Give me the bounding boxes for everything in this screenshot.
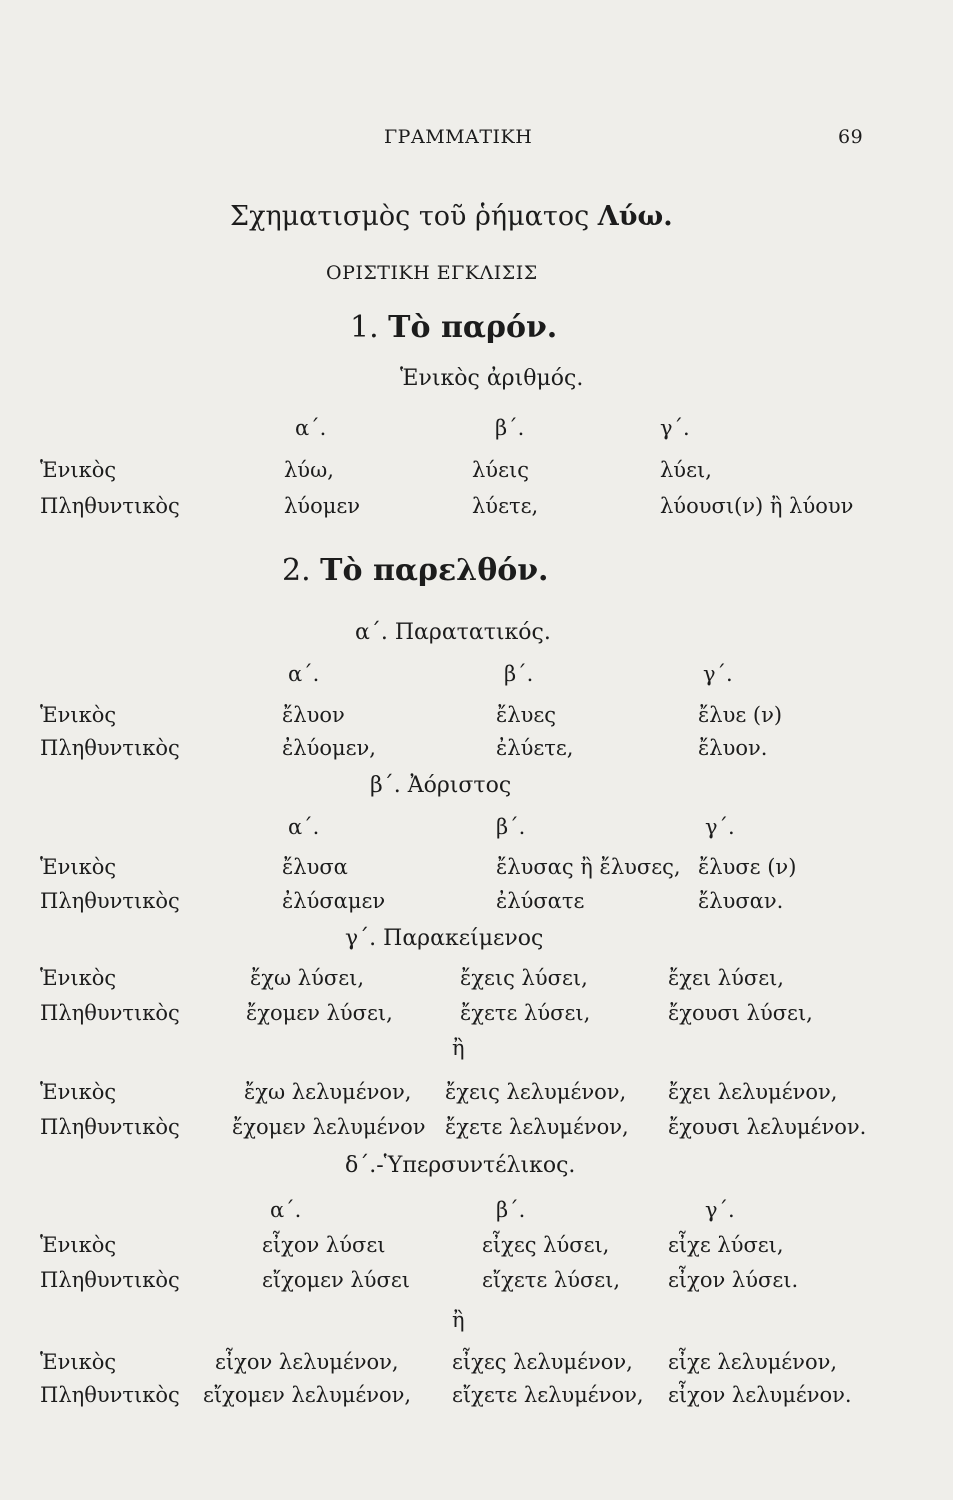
present-singular-2: λύεις: [472, 458, 529, 482]
aorist-singular-label: Ἑνικὸς: [40, 855, 117, 879]
perfect-plural-3: ἔχουσι λύσει,: [668, 1001, 813, 1025]
aorist-singular-1: ἔλυσα: [282, 855, 348, 879]
pluperfect-alt-singular-2: εἶχες λελυμένον,: [452, 1350, 633, 1374]
past-name: Τὸ παρελθόν.: [320, 553, 549, 588]
pluperfect-plural-3: εἶχον λύσει.: [668, 1268, 799, 1292]
imperfect-plural-2: ἐλύετε,: [496, 736, 574, 760]
present-person-1: α΄.: [295, 416, 327, 440]
aorist-person-1: α΄.: [288, 815, 320, 839]
perfect-plural-2: ἔχετε λύσει,: [460, 1001, 591, 1025]
present-heading: [350, 310, 558, 345]
perfect-singular-3: ἔχει λύσει,: [668, 966, 784, 990]
present-number: 1.: [350, 310, 379, 345]
aorist-plural-1: ἐλύσαμεν: [282, 889, 386, 913]
perfect-alt-plural-1: ἔχομεν λελυμένον: [232, 1115, 426, 1139]
title-prefix: Σχηματισμὸς τοῦ ῥήματος: [230, 201, 590, 232]
perfect-alt-singular-1: ἔχω λελυμένον,: [244, 1080, 412, 1104]
perfect-plural-label: Πληθυντικὸς: [40, 1001, 180, 1025]
perfect-alt-plural-2: ἔχετε λελυμένον,: [445, 1115, 629, 1139]
page-number: 69: [838, 126, 864, 148]
page-title: [230, 203, 673, 230]
aorist-plural-label: Πληθυντικὸς: [40, 889, 180, 913]
pluperfect-singular-label: Ἑνικὸς: [40, 1233, 117, 1257]
perfect-title: γ΄. Παρακείμενος: [345, 926, 544, 951]
aorist-person-3: γ΄.: [705, 815, 735, 839]
aorist-singular-2: ἔλυσας ἢ ἔλυσες,: [496, 855, 681, 879]
pluperfect-alt-singular-3: εἶχε λελυμένον,: [668, 1350, 838, 1374]
number-label: Ἑνικὸς ἀριθμός.: [400, 366, 584, 391]
imperfect-singular-label: Ἑνικὸς: [40, 703, 117, 727]
pluperfect-or: ἢ: [452, 1308, 465, 1332]
pluperfect-plural-2: εἴχετε λύσει,: [482, 1268, 621, 1292]
perfect-alt-singular-label: Ἑνικὸς: [40, 1080, 117, 1104]
pluperfect-singular-2: εἶχες λύσει,: [482, 1233, 610, 1257]
imperfect-person-3: γ΄.: [703, 662, 733, 686]
pluperfect-singular-3: εἶχε λύσει,: [668, 1233, 784, 1257]
imperfect-singular-2: ἔλυες: [496, 703, 556, 727]
imperfect-singular-3: ἔλυε (ν): [698, 703, 783, 727]
perfect-plural-1: ἔχομεν λύσει,: [246, 1001, 393, 1025]
aorist-singular-3: ἔλυσε (ν): [698, 855, 797, 879]
perfect-singular-2: ἔχεις λύσει,: [460, 966, 588, 990]
present-plural-3: λύουσι(ν) ἢ λύουν: [660, 494, 854, 518]
pluperfect-person-3: γ΄.: [705, 1198, 735, 1222]
pluperfect-alt-plural-3: εἶχον λελυμένον.: [668, 1383, 852, 1407]
imperfect-plural-label: Πληθυντικὸς: [40, 736, 180, 760]
perfect-alt-singular-2: ἔχεις λελυμένον,: [445, 1080, 627, 1104]
mood-heading: ΟΡΙΣΤΙΚΗ ΕΓΚΛΙΣΙΣ: [326, 262, 538, 284]
present-singular-label: Ἑνικὸς: [40, 458, 117, 482]
present-singular-1: λύω,: [284, 458, 334, 482]
past-heading: [282, 553, 549, 588]
aorist-plural-2: ἐλύσατε: [496, 889, 585, 913]
present-person-2: β΄.: [495, 416, 525, 440]
aorist-person-2: β΄.: [496, 815, 526, 839]
running-title: ΓΡΑΜΜΑΤΙΚΗ: [384, 126, 533, 148]
pluperfect-person-2: β΄.: [496, 1198, 526, 1222]
pluperfect-plural-label: Πληθυντικὸς: [40, 1268, 180, 1292]
present-plural-label: Πληθυντικὸς: [40, 494, 180, 518]
perfect-alt-plural-label: Πληθυντικὸς: [40, 1115, 180, 1139]
title-verb: Λύω.: [597, 201, 673, 232]
imperfect-person-2: β΄.: [504, 662, 534, 686]
pluperfect-title: δ΄.-Ὑπερσυντέλικος.: [345, 1153, 576, 1178]
pluperfect-alt-singular-label: Ἑνικὸς: [40, 1350, 117, 1374]
perfect-alt-plural-3: ἔχουσι λελυμένον.: [668, 1115, 867, 1139]
present-name: Τὸ παρόν.: [388, 310, 558, 345]
imperfect-plural-3: ἔλυον.: [698, 736, 768, 760]
pluperfect-person-1: α΄.: [270, 1198, 302, 1222]
perfect-singular-label: Ἑνικὸς: [40, 966, 117, 990]
present-singular-3: λύει,: [660, 458, 712, 482]
imperfect-plural-1: ἐλύομεν,: [282, 736, 376, 760]
perfect-alt-singular-3: ἔχει λελυμένον,: [668, 1080, 838, 1104]
imperfect-singular-1: ἔλυον: [282, 703, 345, 727]
imperfect-person-1: α΄.: [288, 662, 320, 686]
past-number: 2.: [282, 553, 311, 588]
aorist-plural-3: ἔλυσαν.: [698, 889, 784, 913]
pluperfect-plural-1: εἴχομεν λύσει: [262, 1268, 410, 1292]
present-plural-2: λύετε,: [472, 494, 539, 518]
perfect-singular-1: ἔχω λύσει,: [250, 966, 364, 990]
pluperfect-alt-singular-1: εἶχον λελυμένον,: [215, 1350, 399, 1374]
present-person-3: γ΄.: [660, 416, 690, 440]
aorist-title: β΄. Ἀόριστος: [370, 773, 512, 798]
perfect-or: ἢ: [452, 1036, 465, 1060]
pluperfect-alt-plural-1: εἴχομεν λελυμένον,: [203, 1383, 412, 1407]
pluperfect-singular-1: εἶχον λύσει: [262, 1233, 386, 1257]
pluperfect-alt-plural-label: Πληθυντικὸς: [40, 1383, 180, 1407]
present-plural-1: λύομεν: [284, 494, 361, 518]
pluperfect-alt-plural-2: εἴχετε λελυμένον,: [452, 1383, 644, 1407]
imperfect-title: α΄. Παρατατικός.: [355, 620, 551, 645]
